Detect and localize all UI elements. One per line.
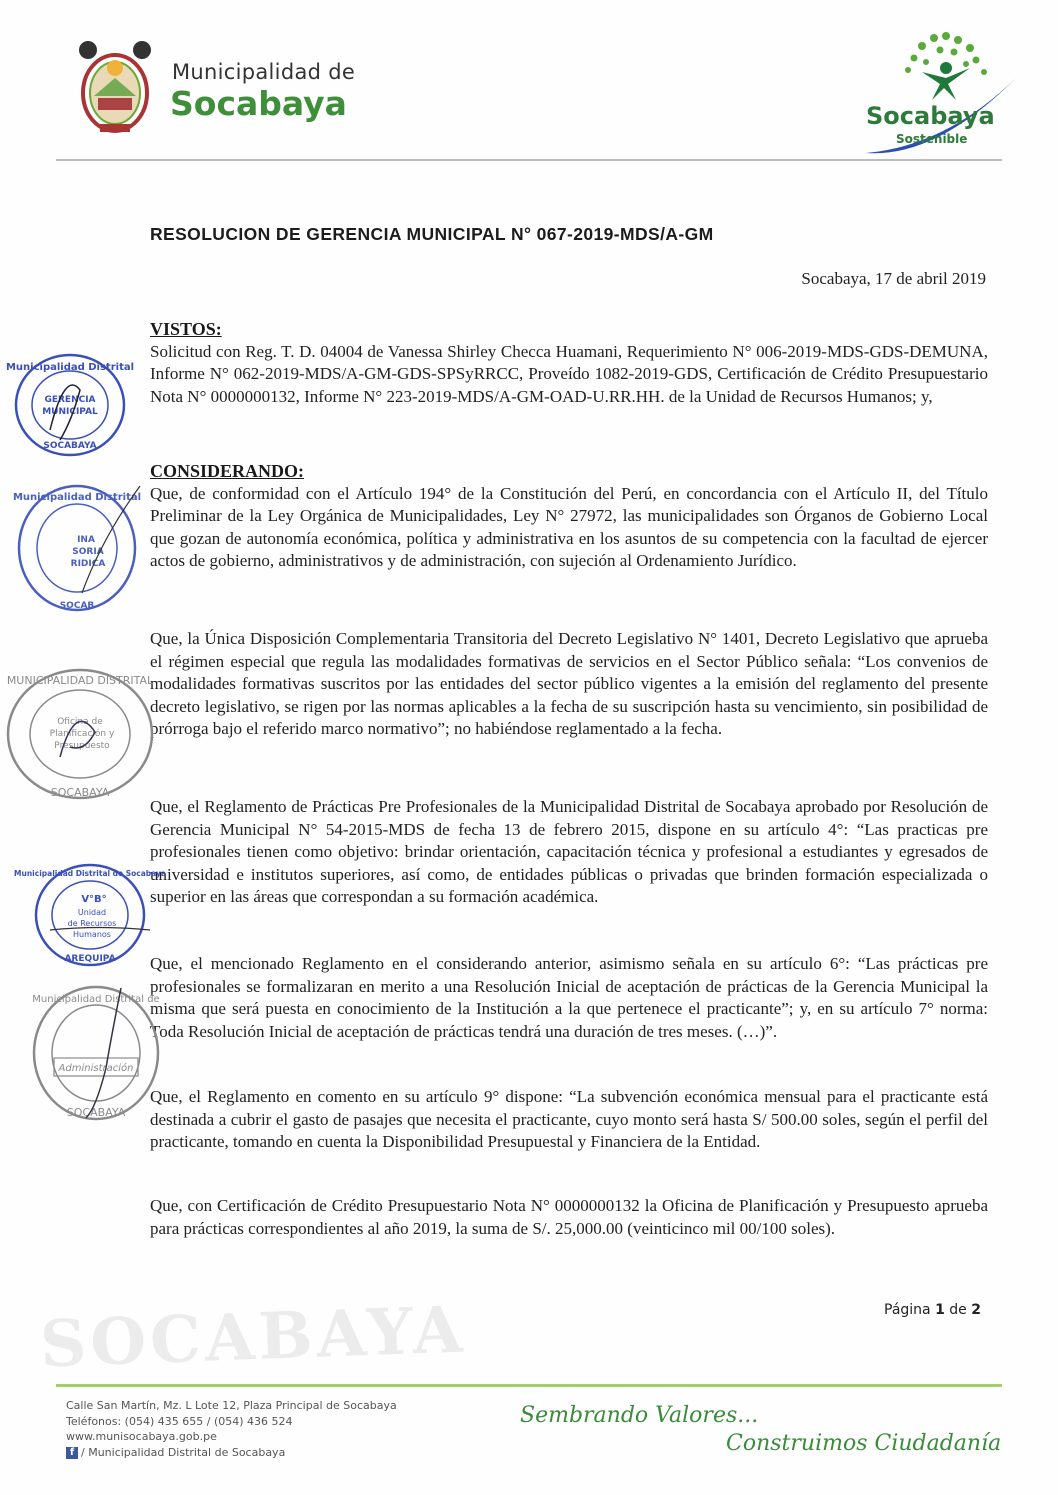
municipality-label: Municipalidad de — [172, 60, 356, 84]
gerencia-stamp-inner2: MUNICIPAL — [42, 407, 98, 417]
rrhh-stamp-ring: Municipalidad Distrital de Socabaya — [14, 869, 166, 878]
page-sep: de — [949, 1302, 967, 1318]
considerando-paragraph-3: Que, el Reglamento de Prácticas Pre Profesionales de la Municipalidad Distrital de Socabaya aprobado por Resolución de Gerencia Municipal N° 54-2015-MDS de fecha 13 de febrero 2015, dispone en su artículo 4°: “Las practicas pre profesionales tienen como objetivo: brindar orientación, capacitación técnica y profesional a estudiantes y egresados de universidad e institutos superiores, así como, de entidades públicas o privadas que brinden formación especializada o superior en las áreas que correspondan a su formación académica. — [150, 797, 988, 906]
facebook-icon: f — [66, 1447, 78, 1459]
considerando-paragraph-6: Que, con Certificación de Crédito Presupuestario Nota N° 0000000132 la Oficina de Planificación y Presupuesto aprueba para prácticas correspondientes al año 2019, la suma de S/. 25,000.00 (veinticinco mil 00/100 soles). — [150, 1196, 988, 1238]
footer-web: www.munisocabaya.gob.pe — [66, 1430, 217, 1443]
recursos-humanos-stamp — [14, 860, 166, 970]
rrhh-stamp-inner3: de Recursos — [67, 919, 117, 928]
footer-divider — [56, 1384, 1002, 1387]
considerando-paragraph-5-block — [150, 1086, 988, 1154]
resolution-title: RESOLUCION DE GERENCIA MUNICIPAL N° 067-2019-MDS/A-GM — [150, 224, 714, 244]
considerando-paragraph-4: Que, el mencionado Reglamento en el considerando anterior, asimismo señala en su artículo 6°: “Las prácticas pre profesionales se formalizaran en merito a una Resolución Inicial de aceptación de prácticas de la Gerencia Municipal la misma que será puesta en conocimiento de la Institución a la que pertenece el practicante”; y, en su artículo 7° norma: Toda Resolución Inicial de aceptación de prácticas tendrá una duración de tres meses. (…)”. — [150, 954, 988, 1041]
considerando-paragraph-5: Que, el Reglamento en comento en su artículo 9° dispone: “La subvención económica mensual para el practicante está destinada a cubrir el gasto de pasajes que necesita el practicante, cuyo monto será hasta S/ 500.00 soles, según el perfil del practicante, tomando en cuenta la Disponibilidad Presupuestal y Financiera de la Entidad. — [150, 1087, 988, 1151]
asesoria-juridica-stamp — [12, 478, 142, 618]
gerencia-stamp-bottom: SOCABAYA — [43, 441, 97, 451]
page-label: Página — [884, 1302, 931, 1318]
municipal-crest-logo — [70, 38, 160, 138]
header-municipality — [70, 38, 390, 138]
rrhh-stamp-inner1: V°B° — [81, 894, 107, 905]
administracion-stamp-inner1: Administración — [58, 1063, 134, 1074]
considerando-paragraph-1: Que, de conformidad con el Artículo 194° de la Constitución del Perú, en concordancia con el Artículo II, del Título Preliminar de la Ley Orgánica de Municipalidades, Ley N° 27972, las municipalidades son Órganos de Gobierno Local que gozan de autonomía económica, política y administrativa en los asuntos de su competencia con la facultad de ejercer actos de gobierno, administrativos y de administración, con sujeción al Ordenamiento Jurídico. — [150, 483, 988, 570]
footer-slogan-2: Construimos Ciudadanía — [726, 1431, 1002, 1456]
considerando-heading: CONSIDERANDO: — [150, 461, 305, 481]
asesoria-stamp-inner1: INA — [77, 535, 95, 545]
gerencia-stamp-inner1: GERENCIA — [44, 395, 96, 405]
footer-phones: Teléfonos: (054) 435 655 / (054) 436 524 — [66, 1414, 293, 1428]
planificacion-presupuesto-stamp — [0, 662, 165, 807]
planificacion-stamp-inner2: Planificación y — [49, 729, 115, 739]
footer-contact — [66, 1398, 397, 1460]
gerencia-municipal-stamp — [5, 350, 135, 460]
considerando-paragraph-3-block — [150, 796, 988, 909]
page-total: 2 — [971, 1302, 981, 1318]
sostenible-logo-sub: Sostenible — [896, 132, 968, 146]
socabaya-watermark: SOCABAYA — [38, 1292, 468, 1383]
asesoria-stamp-ring: Municipalidad Distrital — [12, 492, 142, 503]
asesoria-stamp-inner3: RIDICA — [70, 559, 106, 569]
footer-facebook: / Municipalidad Distrital de Socabaya — [81, 1445, 286, 1459]
gerencia-stamp-ring: Municipalidad Distrital — [5, 362, 135, 373]
considerando-section — [150, 460, 988, 573]
resolution-date: Socabaya, 17 de abril 2019 — [801, 269, 986, 288]
asesoria-stamp-bottom: SOCAB — [59, 601, 95, 611]
planificacion-stamp-inner3: Presupuesto — [54, 741, 110, 751]
sostenible-logo-name: Socabaya — [866, 102, 995, 130]
planificacion-stamp-inner1: Oficina de — [57, 717, 103, 727]
rrhh-stamp-inner2: Unidad — [77, 908, 107, 917]
planificacion-stamp-ring: MUNICIPALIDAD DISTRITAL — [6, 674, 154, 687]
vistos-text: Solicitud con Reg. T. D. 04004 de Vanessa Shirley Checca Huamani, Requerimiento N° 006-2019-MDS-GDS-DEMUNA, Informe N° 062-2019-MDS/A-GM-GDS-SPSyRRCC, Proveído 1082-2019-GDS, Certificación de Crédito Presupuestario Nota N° 0000000132, Informe N° 223-2019-MDS/A-GM-OAD-U.RR.HH. de la Unidad de Recursos Humanos; y, — [150, 341, 988, 406]
footer-slogan-1: Sembrando Valores... — [520, 1403, 759, 1428]
vistos-section — [150, 318, 988, 408]
header-divider — [56, 159, 1002, 161]
rrhh-stamp-inner4: Humanos — [73, 930, 111, 939]
footer-facebook-line — [66, 1445, 397, 1461]
municipality-name: Socabaya — [170, 84, 347, 123]
footer-address: Calle San Martín, Mz. L Lote 12, Plaza Principal de Socabaya — [66, 1399, 397, 1412]
considerando-paragraph-2: Que, la Única Disposición Complementaria Transitoria del Decreto Legislativo N° 1401, Decreto Legislativo que aprueba el régimen especial que regula las modalidades formativas de servicios en el Sector Público señala: “Los convenios de modalidades formativas suscritos por las entidades del sector público vigentes a la emisión del reglamento del presente decreto legislativo, se rigen por las normas aplicables a la fecha de su suscripción hasta su vencimiento, sin posibilidad de prórroga bajo el referido marco normativo”; no habiéndose reglamentado a la fecha. — [150, 629, 988, 738]
page-current: 1 — [935, 1302, 945, 1318]
header-sostenible-logo — [856, 28, 1026, 158]
administracion-stamp — [26, 978, 166, 1128]
signature-mark — [86, 988, 121, 1118]
considerando-paragraph-4-block — [150, 953, 988, 1043]
considerando-paragraph-2-block — [150, 628, 988, 741]
asesoria-stamp-inner2: SORIA — [72, 547, 104, 557]
rrhh-stamp-bottom: AREQUIPA — [64, 954, 116, 964]
administracion-stamp-ring: Municipalidad Distrital de — [32, 994, 160, 1005]
planificacion-stamp-bottom: SOCABAYA — [50, 786, 110, 799]
administracion-stamp-bottom: SOCABAYA — [66, 1106, 126, 1119]
page-number — [884, 1302, 981, 1318]
vistos-heading: VISTOS: — [150, 319, 222, 339]
considerando-paragraph-6-block — [150, 1195, 988, 1240]
